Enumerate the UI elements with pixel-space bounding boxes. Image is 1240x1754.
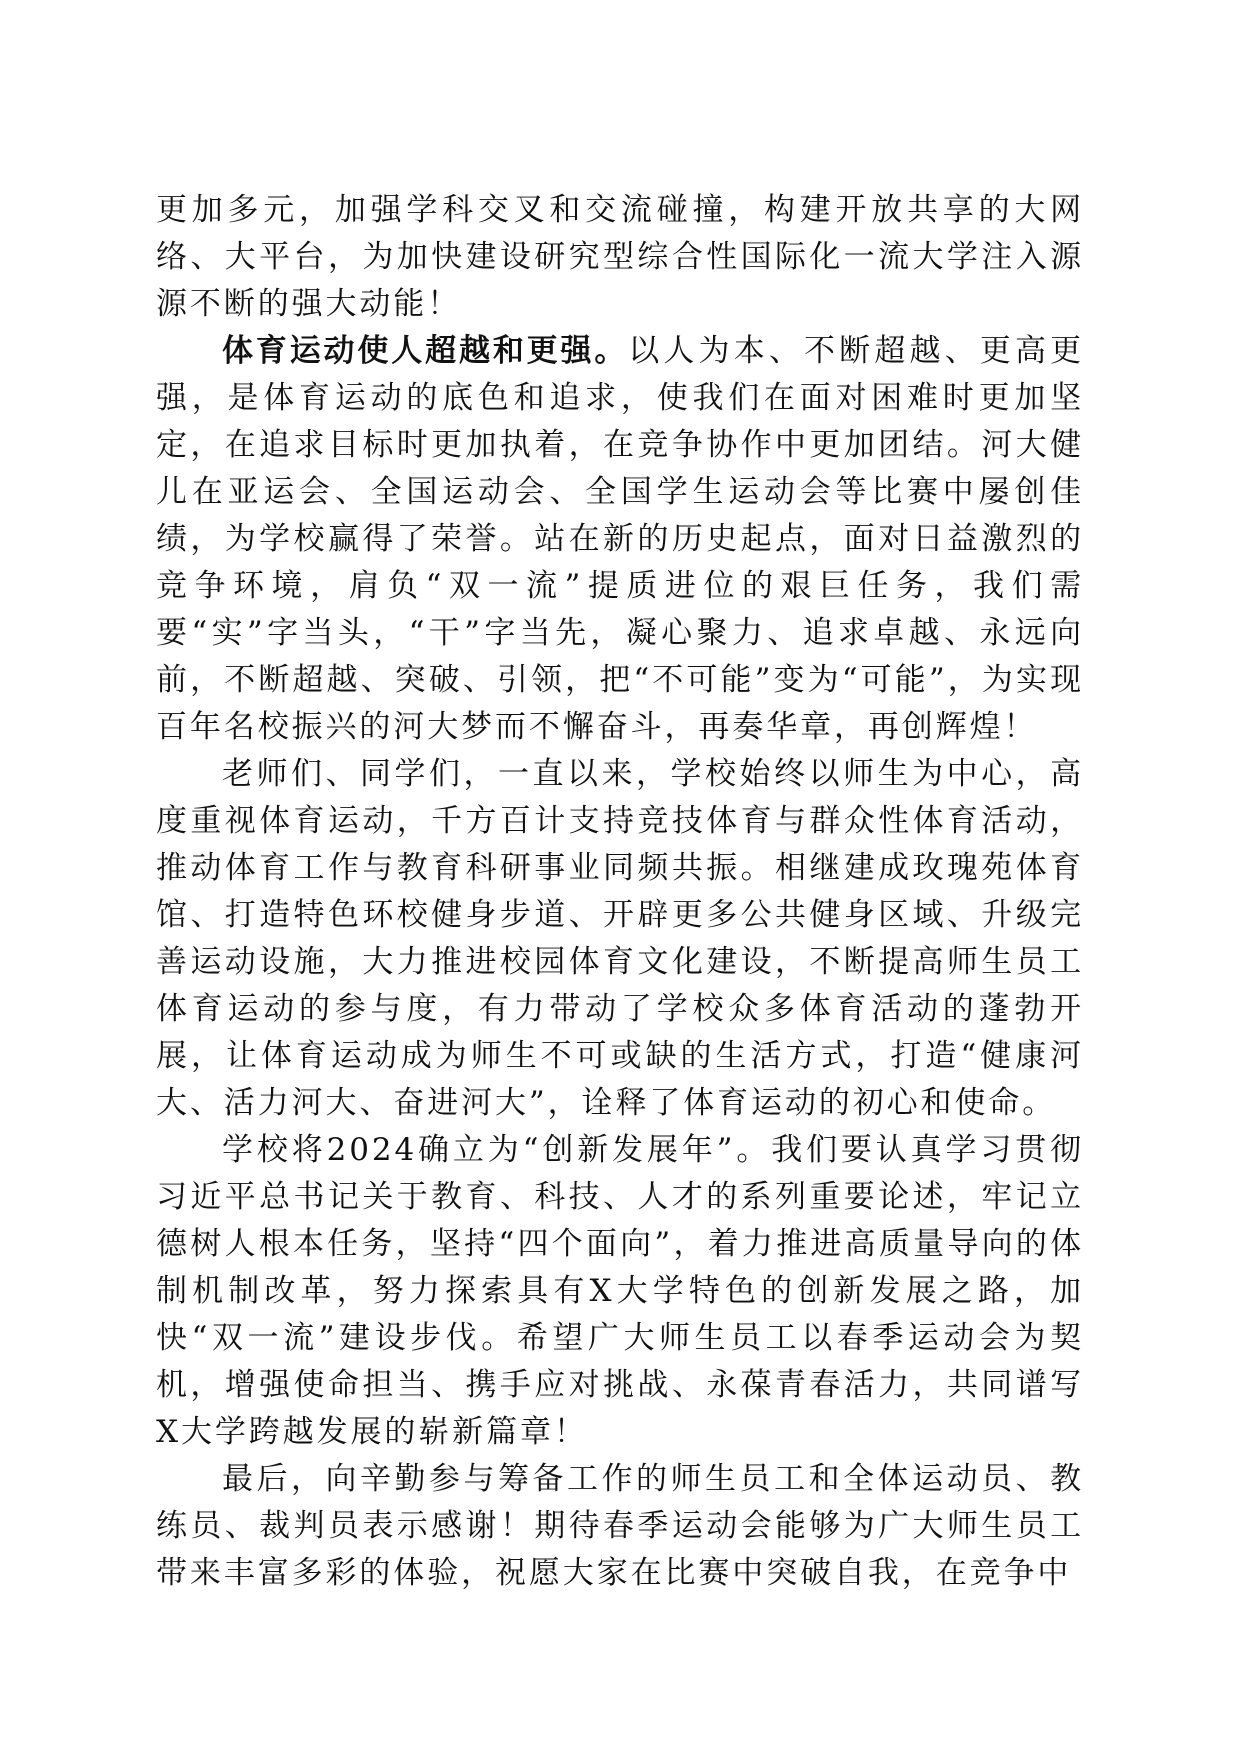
paragraph-sports-stronger (156, 328, 1084, 751)
paragraph-text: 最后，向辛勤参与筹备工作的师生员工和全体运动员、教练员、裁判员表示感谢！期待春季运动会能够为广大师生员工带来丰富多彩的体验，祝愿大家在比赛中突破自我，在竞争中 (156, 1461, 1084, 1591)
paragraph-text: 以人为本、不断超越、更高更强，是体育运动的底色和追求，使我们在面对困难时更加坚定，在追求目标时更加执着，在竞争协作中更加团结。河大健儿在亚运会、全国运动会、全国学生运动会等比赛中屡创佳绩，为学校赢得了荣誉。站在新的历史起点，面对日益激烈的竞争环境，肩负“双一流”提质进位的艰巨任务，我们需要“实”字当头，“干”字当先，凝心聚力、追求卓越、永远向前，不断超越、突破、引领，把“不可能”变为“可能”，为实现百年名校振兴的河大梦而不懈奋斗，再奏华章，再创辉煌！ (156, 333, 1084, 745)
paragraph-text: 学校将2024确立为“创新发展年”。我们要认真学习贯彻习近平总书记关于教育、科技、人才的系列重要论述，牢记立德树人根本任务，坚持“四个面向”，着力推进高质量导向的体制机制改革，努力探索具有X大学特色的创新发展之路，加快“双一流”建设步伐。希望广大师生员工以春季运动会为契机，增强使命担当、携手应对挑战、永葆青春活力，共同谱写X大学跨越发展的崭新篇章！ (156, 1132, 1084, 1450)
paragraph-closing-thanks (156, 1456, 1084, 1597)
paragraph-text: 老师们、同学们，一直以来，学校始终以师生为中心，高度重视体育运动，千方百计支持竞技体育与群众性体育活动，推动体育工作与教育科研事业同频共振。相继建成玫瑰苑体育馆、打造特色环校健身步道、开辟更多公共健身区域、升级完善运动设施，大力推进校园体育文化建设，不断提高师生员工体育运动的参与度，有力带动了学校众多体育活动的蓬勃开展，让体育运动成为师生不可或缺的生活方式，打造“健康河大、活力河大、奋进河大”，诠释了体育运动的初心和使命。 (156, 756, 1084, 1121)
document-body (156, 187, 1084, 1597)
paragraph-innovation-year (156, 1127, 1084, 1456)
paragraph-text: 更加多元，加强学科交叉和交流碰撞，构建开放共享的大网络、大平台，为加快建设研究型综合性国际化一流大学注入源源不断的强大动能！ (156, 192, 1084, 322)
paragraph-lead-heading: 体育运动使人超越和更强。 (222, 333, 629, 369)
paragraph-teachers-students (156, 751, 1084, 1127)
paragraph-continuation (156, 187, 1084, 328)
